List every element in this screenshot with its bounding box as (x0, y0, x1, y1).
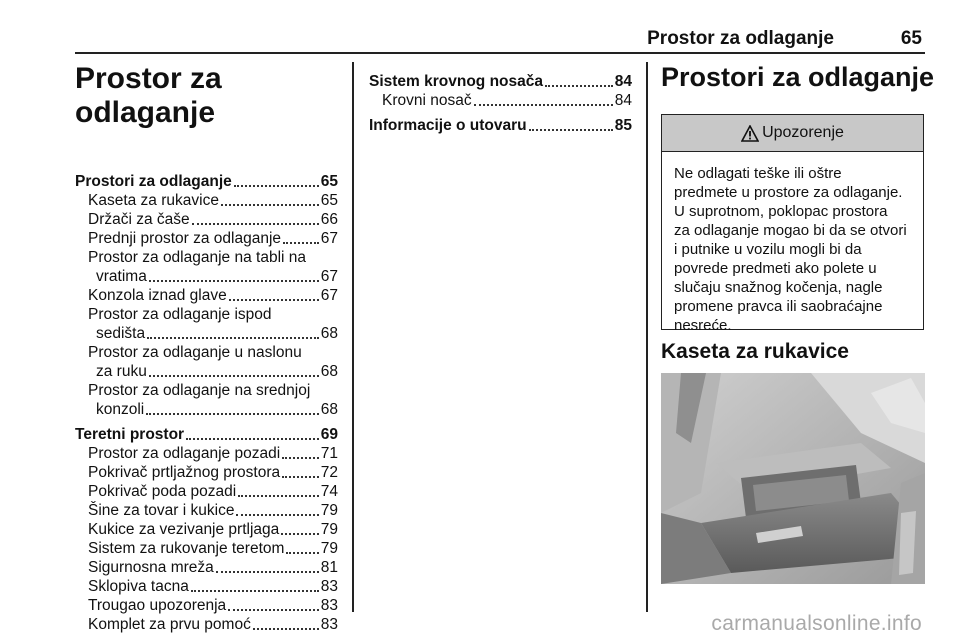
toc-entry[interactable] (75, 324, 338, 343)
table-of-contents (75, 172, 338, 634)
toc-chapter-entry[interactable] (369, 116, 632, 135)
toc-entry[interactable] (75, 615, 338, 634)
toc-entry-page: 83 (320, 597, 338, 614)
column-divider-2 (646, 62, 648, 612)
toc-entry-label: Informacije o utovaru (369, 117, 527, 134)
toc-entry-page: 79 (320, 521, 338, 538)
toc-entry-page: 79 (320, 540, 338, 557)
glovebox-photo (661, 373, 925, 584)
toc-entry-page: 83 (320, 616, 338, 633)
toc-leader-dots (192, 222, 319, 225)
table-of-contents-continued (369, 72, 632, 135)
toc-leader-dots (216, 570, 319, 573)
toc-entry[interactable] (75, 482, 338, 501)
toc-entry-page: 72 (320, 464, 338, 481)
toc-leader-dots (529, 128, 613, 131)
toc-entry[interactable] (75, 400, 338, 419)
toc-entry-label: Sigurnosna mreža (88, 559, 214, 576)
toc-leader-dots (228, 608, 319, 611)
toc-entry-label: Prostori za odlaganje (75, 173, 232, 190)
toc-entry-label: Trougao upozorenja (88, 597, 227, 614)
toc-entry[interactable] (75, 191, 338, 210)
toc-entry[interactable] (369, 91, 632, 110)
toc-entry-page: 68 (320, 401, 338, 418)
warning-text-line: povrede predmeti ako polete u (674, 260, 877, 277)
toc-leader-dots (221, 203, 319, 206)
toc-entry[interactable] (75, 539, 338, 558)
toc-entry-label: Kukice za vezivanje prtljaga (88, 521, 280, 538)
toc-entry-label: Kaseta za rukavice (88, 192, 219, 209)
toc-entry-label: Sistem za rukovanje teretom (88, 540, 285, 557)
toc-entry[interactable] (75, 577, 338, 596)
toc-entry[interactable] (75, 210, 338, 229)
toc-entry-label: Pokrivač poda pozadi (88, 483, 237, 500)
toc-entry-page: 67 (320, 287, 338, 304)
running-header-title: Prostor za odlaganje (647, 28, 834, 49)
toc-entry-label: za ruku (96, 363, 147, 380)
toc-leader-dots (146, 412, 319, 415)
warning-text (662, 152, 923, 335)
toc-leader-dots (286, 551, 318, 554)
toc-entry[interactable] (75, 444, 338, 463)
toc-chapter-entry[interactable] (369, 72, 632, 91)
toc-entry-label: vratima (96, 268, 147, 285)
toc-entry[interactable] (75, 558, 338, 577)
toc-entry-page: 74 (320, 483, 338, 500)
toc-leader-dots (282, 456, 319, 459)
toc-entry-label: Konzola iznad glave (88, 287, 227, 304)
toc-entry-page: 69 (320, 426, 338, 443)
warning-text-line: slučaju snažnog kočenja, nagle (674, 279, 883, 296)
toc-entry-line: Prostor za odlaganje na srednjoj (88, 382, 311, 399)
toc-entry-label: sedišta (96, 325, 146, 342)
toc-leader-dots (238, 494, 319, 497)
toc-entry-label: konzoli (96, 401, 145, 418)
toc-leader-dots (191, 589, 319, 592)
toc-leader-dots (234, 184, 319, 187)
toc-entry-label: Krovni nosač (382, 92, 472, 109)
toc-entry-page: 83 (320, 578, 338, 595)
toc-leader-dots (147, 336, 319, 339)
chapter-title (75, 62, 335, 130)
warning-text-line: nesreće. (674, 317, 732, 334)
toc-entry[interactable] (75, 267, 338, 286)
toc-entry-page: 67 (320, 230, 338, 247)
toc-entry[interactable] (75, 463, 338, 482)
toc-entry[interactable] (75, 596, 338, 615)
toc-entry-page: 84 (614, 73, 632, 90)
toc-leader-dots (545, 84, 613, 87)
header-divider (75, 52, 925, 54)
toc-leader-dots (236, 513, 318, 516)
toc-leader-dots (253, 627, 319, 630)
toc-entry[interactable] (75, 362, 338, 381)
toc-leader-dots (229, 298, 319, 301)
toc-leader-dots (282, 475, 319, 478)
section-heading: Prostori za odlaganje (661, 62, 935, 92)
toc-leader-dots (281, 532, 318, 535)
warning-text-line: promene pravca ili saobraćajne (674, 298, 883, 315)
toc-entry-label: Komplet za prvu pomoć (88, 616, 251, 633)
toc-entry-line: Prostor za odlaganje na tabli na (88, 249, 307, 266)
toc-entry-label: Sistem krovnog nosača (369, 73, 544, 90)
toc-entry-label: Držači za čaše (88, 211, 190, 228)
toc-entry-page: 79 (320, 502, 338, 519)
warning-text-line: i putnike u vozilu mogli bi da (674, 241, 862, 258)
page-number: 65 (900, 28, 922, 49)
toc-entry[interactable] (75, 520, 338, 539)
toc-entry-page: 67 (320, 268, 338, 285)
toc-entry-line: Prostor za odlaganje ispod (88, 306, 272, 323)
toc-chapter-entry[interactable] (75, 172, 338, 191)
chapter-title-line-1: Prostor za (75, 62, 222, 95)
toc-entry-page: 85 (614, 117, 632, 134)
toc-entry-page: 68 (320, 325, 338, 342)
toc-leader-dots (186, 437, 319, 440)
warning-triangle-icon (741, 125, 759, 142)
warning-text-line: za odlaganje mogao bi da se otvori (674, 222, 907, 239)
toc-entry-label: Pokrivač prtljažnog prostora (88, 464, 281, 481)
toc-entry[interactable] (75, 286, 338, 305)
toc-entry-line: Prostor za odlaganje u naslonu (88, 344, 302, 361)
toc-entry-page: 84 (614, 92, 632, 109)
toc-entry-page: 66 (320, 211, 338, 228)
toc-entry-page: 65 (320, 173, 338, 190)
toc-entry-label: Šine za tovar i kukice (88, 502, 235, 519)
toc-entry[interactable] (75, 501, 338, 520)
chapter-title-line-2: odlaganje (75, 96, 216, 129)
warning-box (661, 114, 924, 334)
watermark: carmanualsonline.info (711, 612, 922, 635)
column-divider-1 (352, 62, 354, 612)
toc-entry-label: Prostor za odlaganje pozadi (88, 445, 281, 462)
toc-entry-page: 68 (320, 363, 338, 380)
warning-text-line: U suprotnom, poklopac prostora (674, 203, 888, 220)
toc-entry-label: Sklopiva tacna (88, 578, 189, 595)
toc-entry-page: 65 (320, 192, 338, 209)
toc-entry-page: 81 (320, 559, 338, 576)
toc-chapter-entry[interactable] (75, 425, 338, 444)
warning-title: Upozorenje (762, 124, 844, 141)
warning-header (662, 115, 923, 152)
subsection-heading: Kaseta za rukavice (661, 340, 849, 363)
toc-entry[interactable] (75, 229, 338, 248)
warning-text-line: Ne odlagati teške ili oštre (674, 165, 842, 182)
toc-entry-label: Prednji prostor za odlaganje (88, 230, 282, 247)
toc-leader-dots (283, 241, 319, 244)
warning-text-line: predmete u prostore za odlaganje. (674, 184, 903, 201)
toc-leader-dots (149, 279, 319, 282)
toc-leader-dots (149, 374, 319, 377)
toc-leader-dots (474, 103, 613, 106)
toc-entry-label: Teretni prostor (75, 426, 185, 443)
toc-entry-page: 71 (320, 445, 338, 462)
